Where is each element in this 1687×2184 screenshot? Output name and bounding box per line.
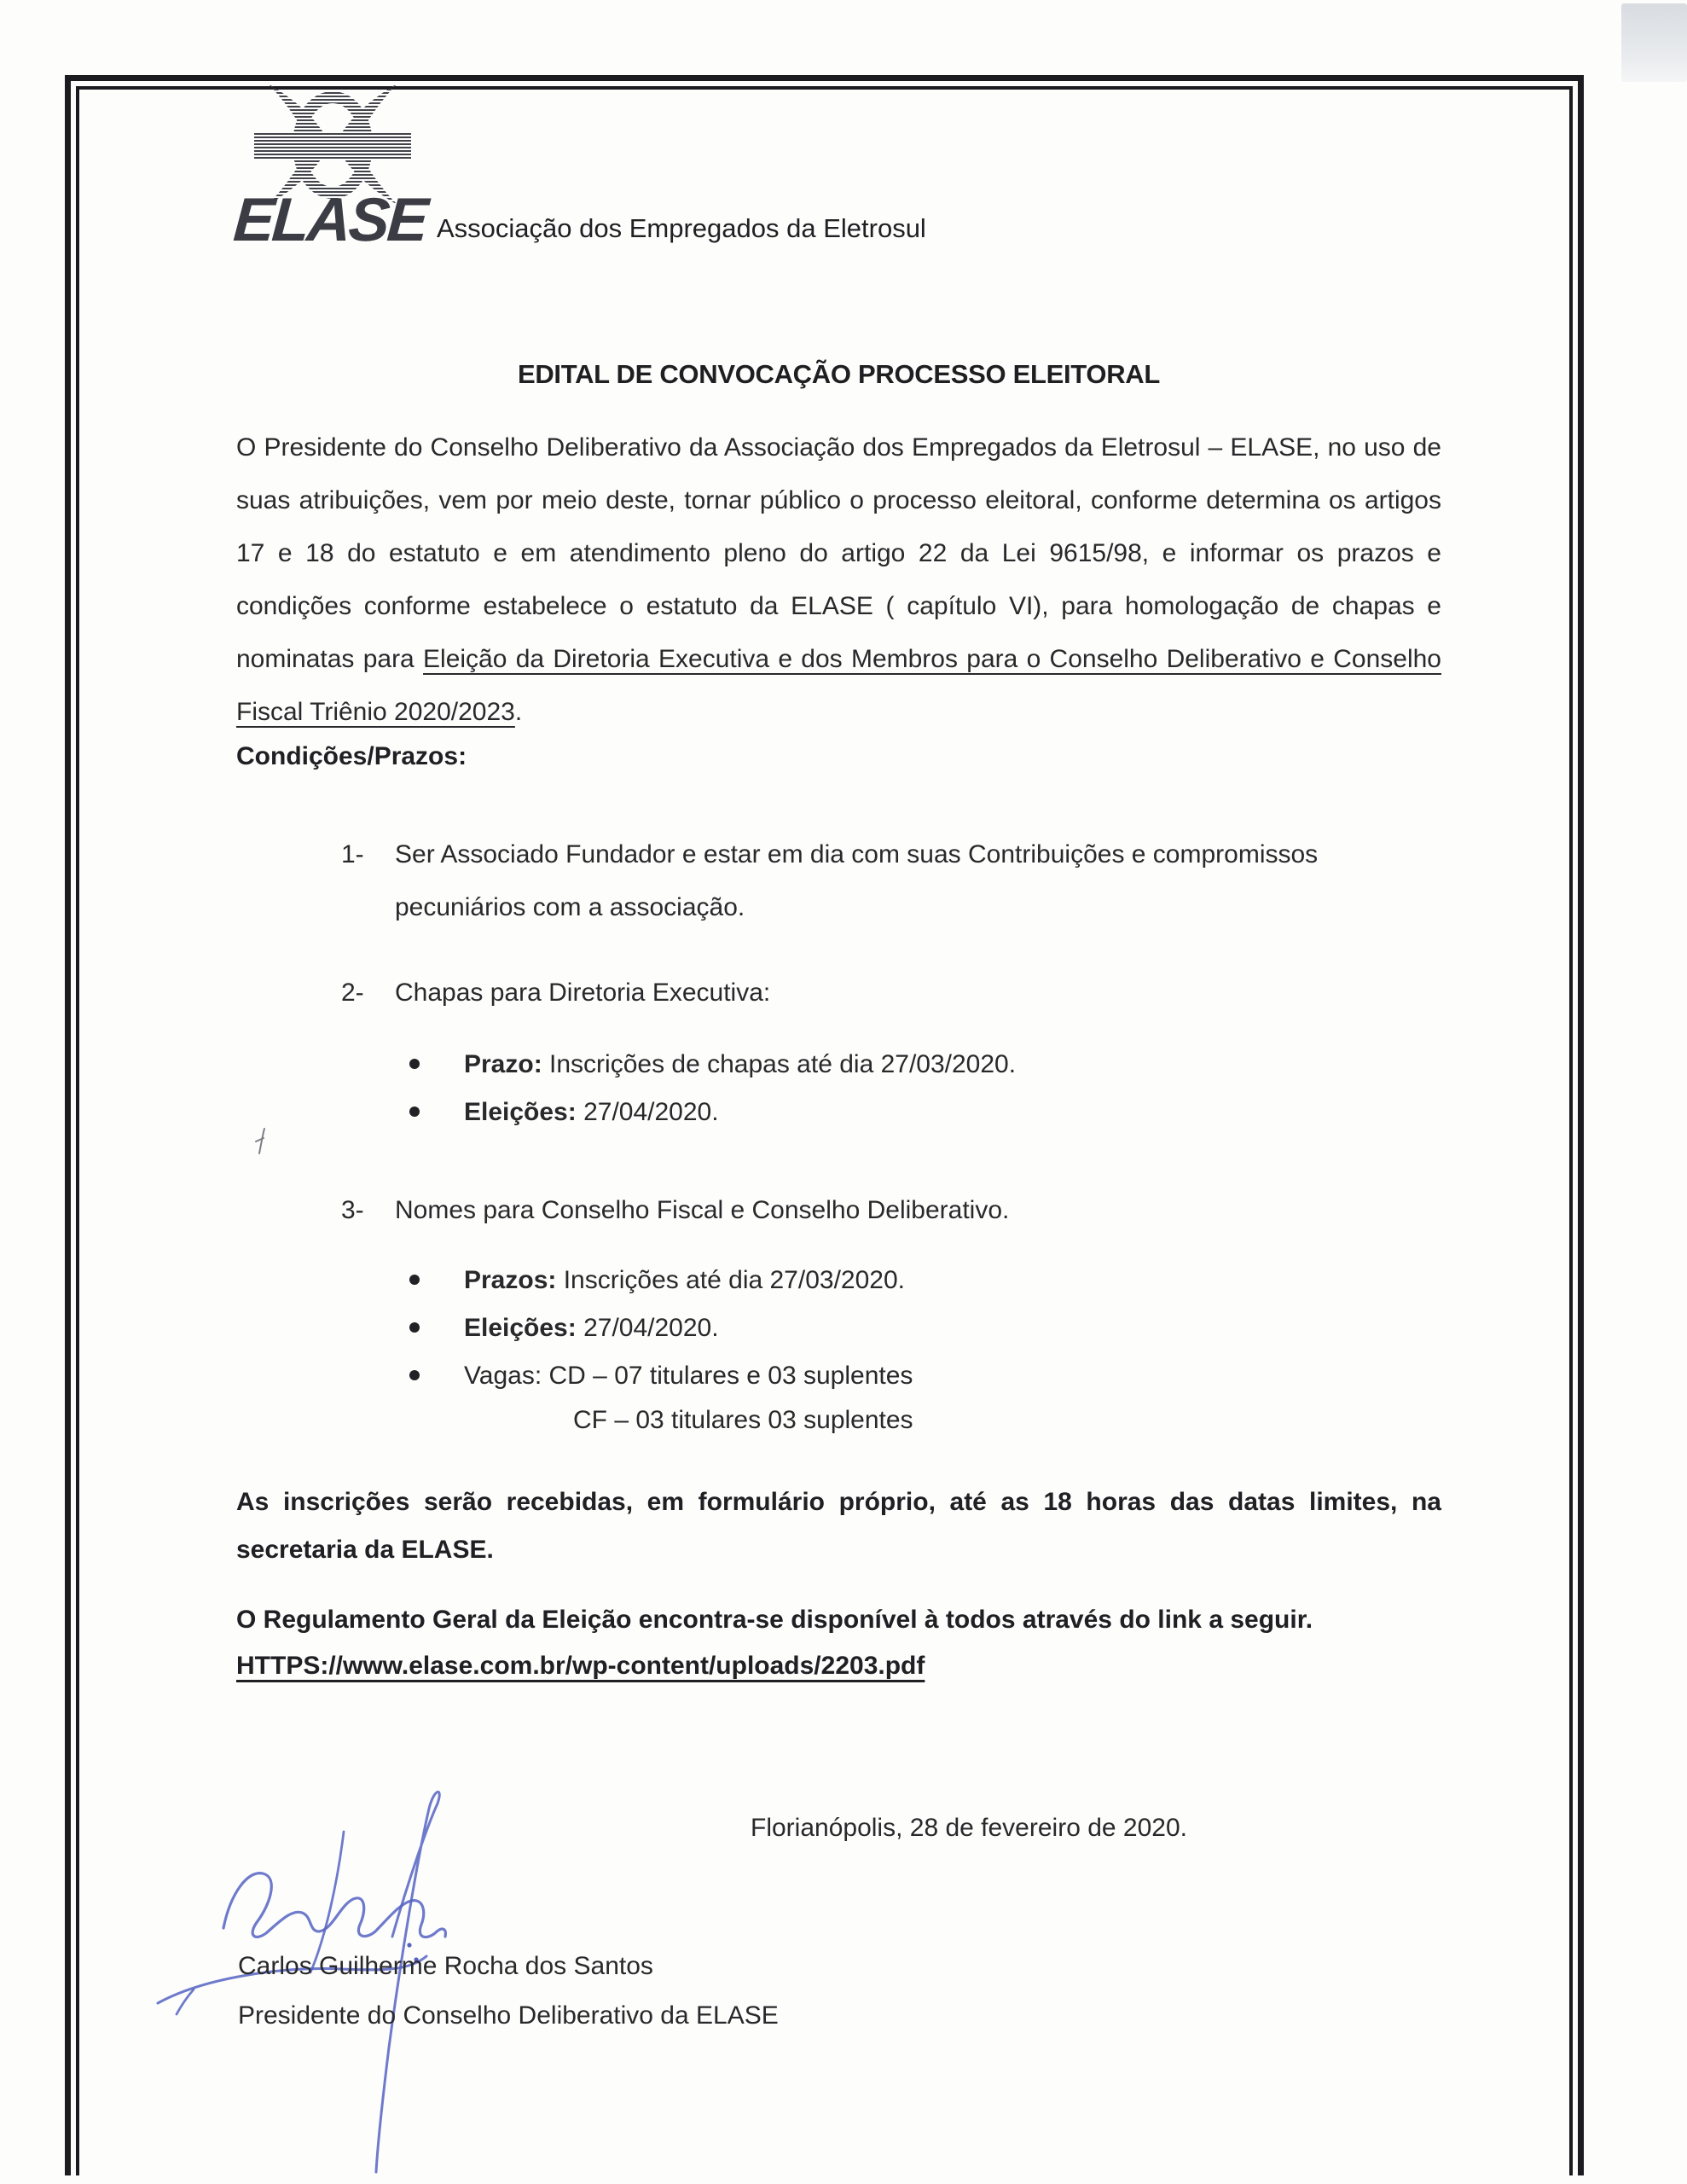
numbered-item-1 bbox=[341, 828, 1377, 934]
item-number: 2- bbox=[341, 979, 364, 1007]
scan-smudge bbox=[1621, 3, 1687, 82]
item-number: 1- bbox=[341, 840, 364, 868]
bullet-icon bbox=[409, 1322, 420, 1333]
conditions-heading: Condições/Prazos: bbox=[236, 742, 467, 770]
intro-period: . bbox=[514, 698, 523, 726]
org-tagline: Associação dos Empregados da Eletrosul bbox=[437, 213, 926, 243]
signer-role: Presidente do Conselho Deliberativo da ELASE bbox=[238, 2001, 779, 2030]
brand-wordmark: ELASE bbox=[231, 186, 428, 254]
item-text: Nomes para Conselho Fiscal e Conselho Deliberativo. bbox=[395, 1196, 1010, 1224]
scan-artifact-mark bbox=[252, 1126, 268, 1161]
bullet-label: Eleições: bbox=[464, 1314, 577, 1342]
bullet-text: Inscrições até dia 27/03/2020. bbox=[556, 1266, 905, 1294]
document-title: EDITAL DE CONVOCAÇÃO PROCESSO ELEITORAL bbox=[517, 359, 1161, 389]
intro-underlined-text: Eleição da Diretoria Executiva e dos Membros para o Conselho Deliberativo e Conselho Fiscal Triênio 2020/2023 bbox=[236, 645, 1441, 726]
vagas-continuation-line: CF – 03 titulares 03 suplentes bbox=[573, 1406, 913, 1434]
bullet-item-prazo bbox=[409, 1050, 1016, 1079]
closing-paragraph-inscricoes: As inscrições serão recebidas, em formulário próprio, até as 18 horas das datas limites, na secretaria da ELASE. bbox=[236, 1488, 1441, 1564]
bullet-label: Eleições: bbox=[464, 1098, 577, 1126]
intro-text: O Presidente do Conselho Deliberativo da Associação dos Empregados da Eletrosul – ELASE, no uso de suas atribuições, vem por meio deste, tornar público o processo eleitoral, conforme determina os artigos 17 e 18 do estatuto e em atendimento pleno do artigo 22 da Lei 9615/98, e informar os prazos e condições conforme estabelece o estatuto da ELASE ( capítulo VI), para homologação de chapas e nominatas para bbox=[236, 433, 1441, 673]
bullet-label: Prazo: bbox=[464, 1050, 542, 1078]
item-text: Chapas para Diretoria Executiva: bbox=[395, 979, 771, 1007]
intro-paragraph bbox=[236, 421, 1441, 739]
bullet-icon bbox=[409, 1370, 420, 1380]
item-number: 3- bbox=[341, 1196, 364, 1224]
numbered-item-3 bbox=[341, 1184, 1377, 1237]
bullet-item-eleicoes bbox=[409, 1098, 719, 1127]
regulation-link-text: HTTPS://www.elase.com.br/wp-content/uploads/2203.pdf bbox=[236, 1652, 925, 1680]
bullet-text: Vagas: CD – 07 titulares e 03 suplentes bbox=[464, 1362, 913, 1390]
bullet-text: 27/04/2020. bbox=[576, 1314, 719, 1342]
bullet-item-prazos bbox=[409, 1266, 905, 1295]
signer-name: Carlos Guilherme Rocha dos Santos bbox=[238, 1952, 653, 1980]
bullet-icon bbox=[409, 1275, 420, 1285]
bullet-text: 27/04/2020. bbox=[576, 1098, 719, 1126]
numbered-item-2 bbox=[341, 967, 1377, 1019]
closing-paragraph-regulamento: O Regulamento Geral da Eleição encontra-se disponível à todos através do link a seguir. bbox=[236, 1606, 1313, 1634]
bullet-icon bbox=[409, 1059, 420, 1069]
bullet-label: Prazos: bbox=[464, 1266, 557, 1294]
bullet-item-vagas bbox=[409, 1362, 913, 1391]
bullet-icon bbox=[409, 1107, 420, 1117]
dateline: Florianópolis, 28 de fevereiro de 2020. bbox=[751, 1814, 1187, 1842]
bullet-item-eleicoes-2 bbox=[409, 1314, 719, 1343]
bullet-text: Inscrições de chapas até dia 27/03/2020. bbox=[542, 1050, 1017, 1078]
item-text: Ser Associado Fundador e estar em dia com suas Contribuições e compromissos pecuniários com a associação. bbox=[395, 840, 1319, 921]
